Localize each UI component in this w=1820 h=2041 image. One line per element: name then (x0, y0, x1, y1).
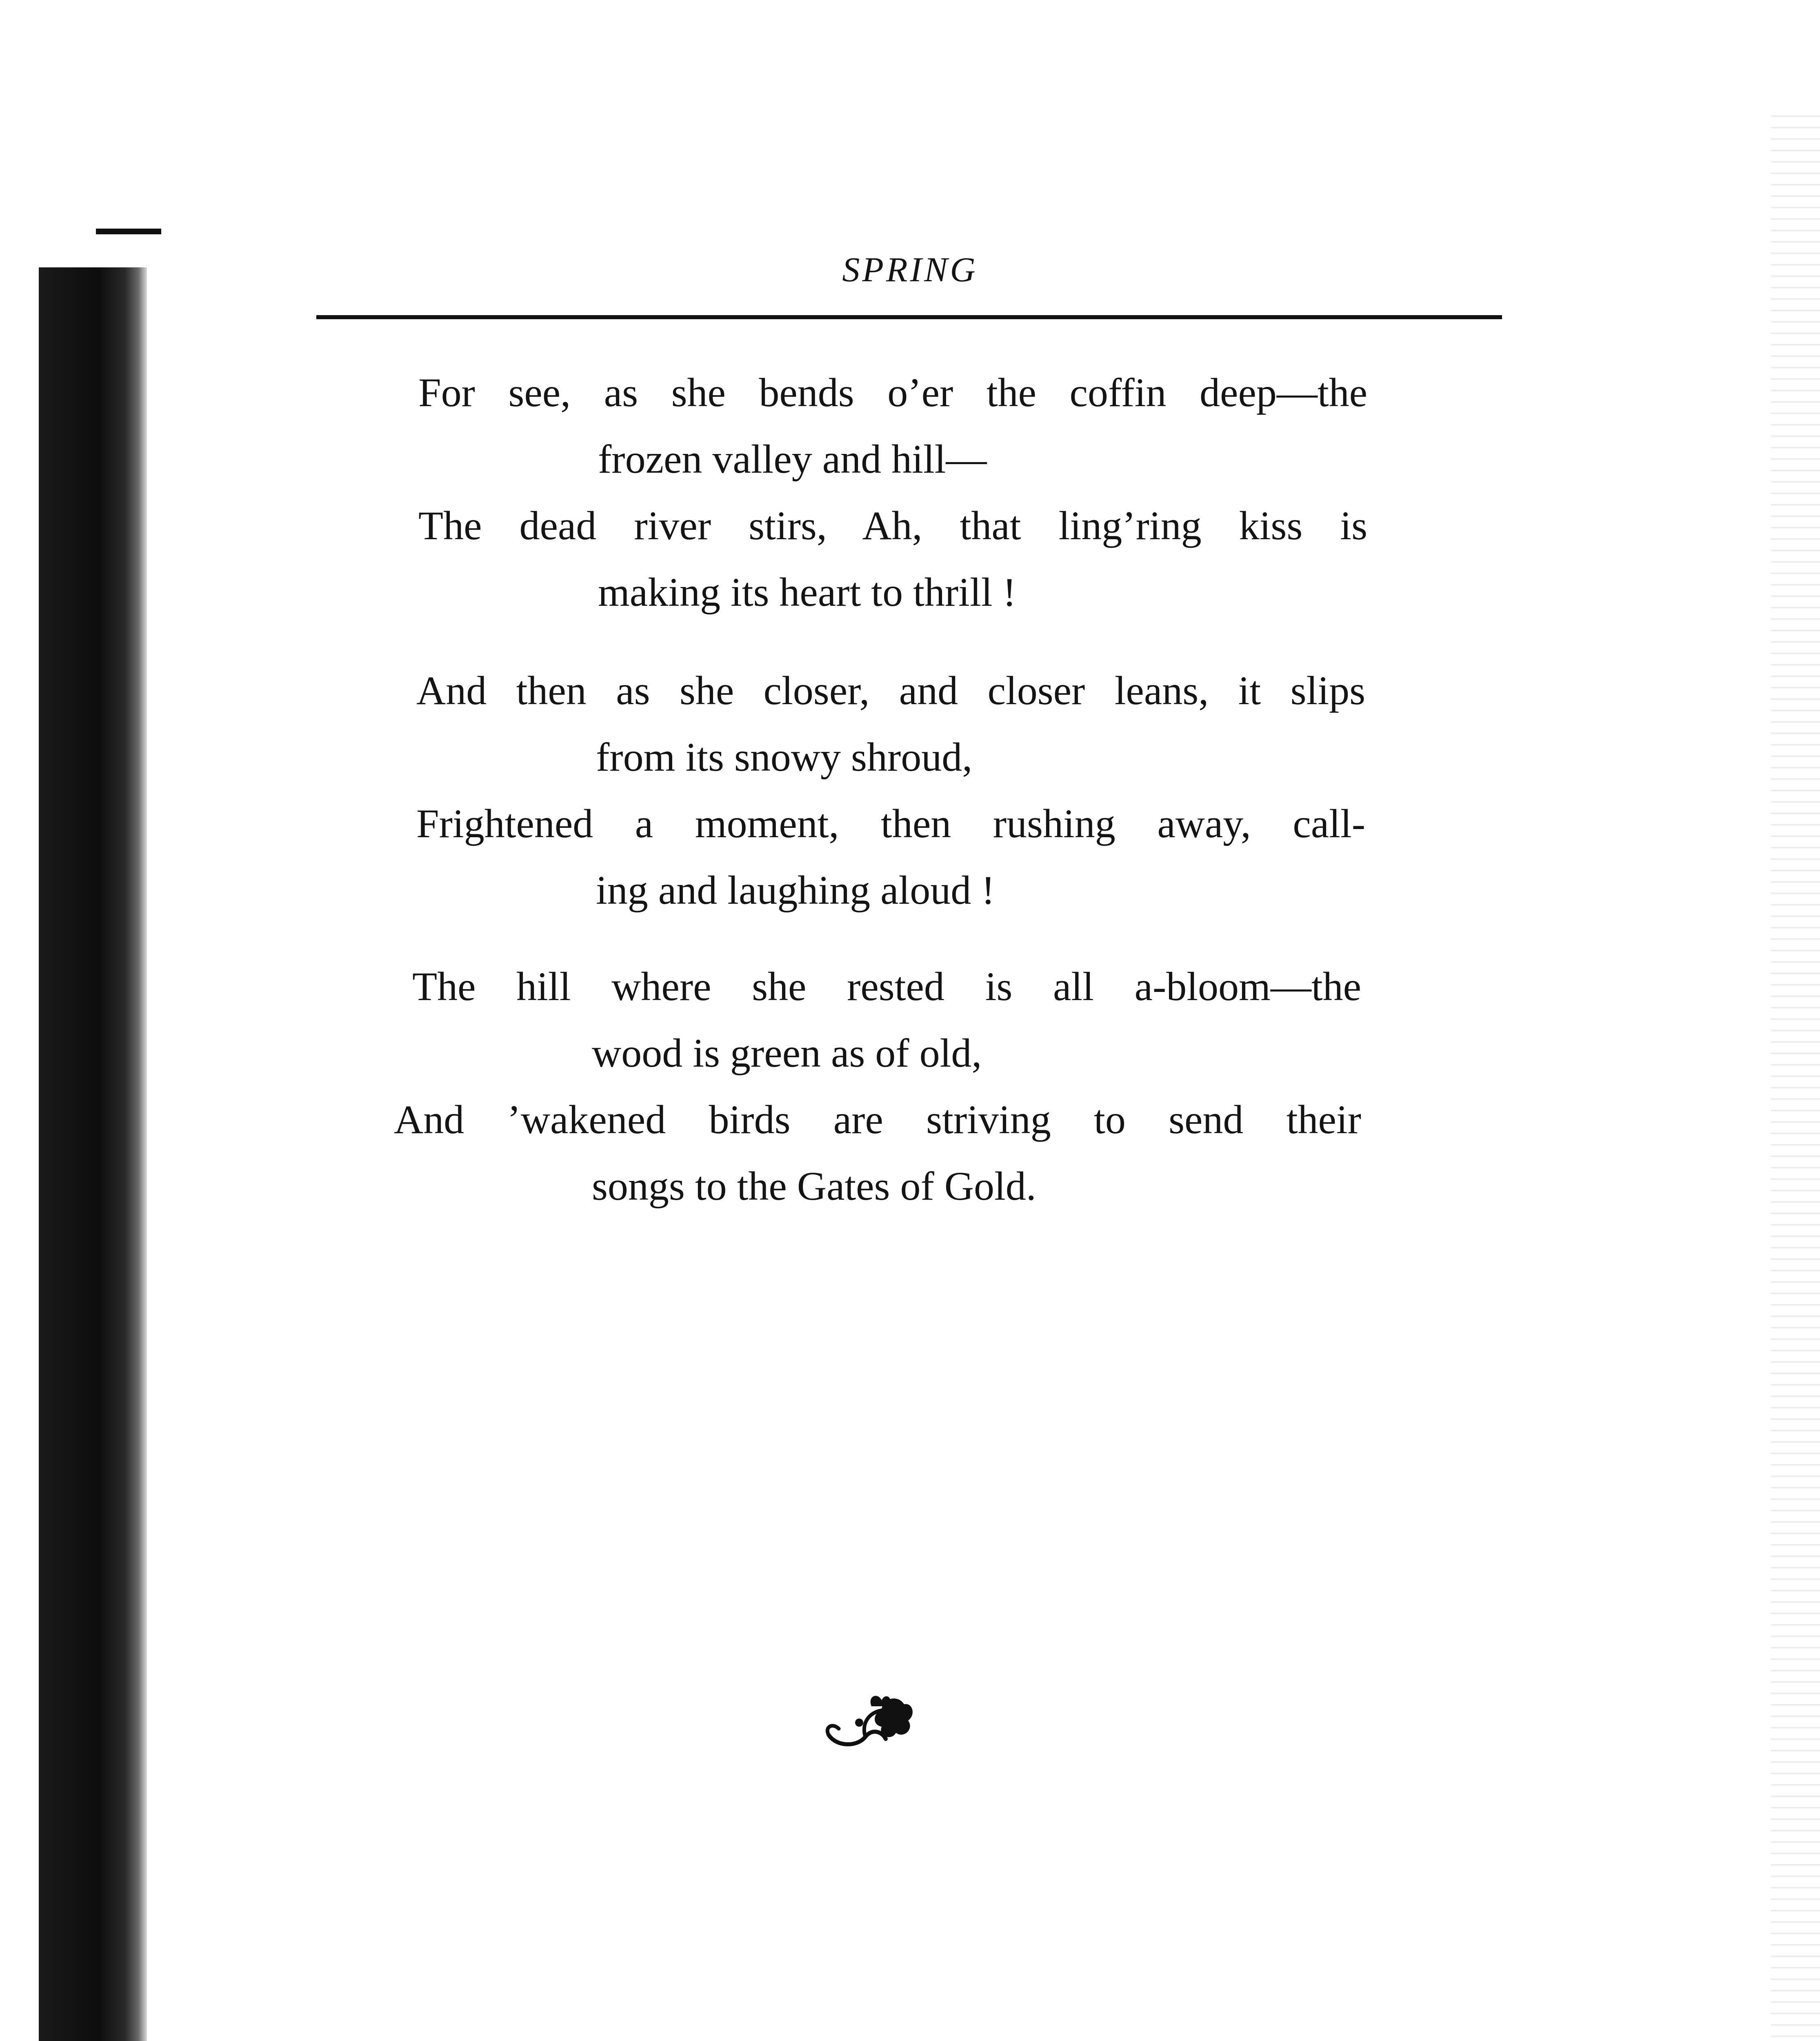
stanza (416, 657, 1365, 923)
stanza (418, 359, 1367, 625)
running-head: SPRING (842, 250, 978, 289)
poem-line: And ’wakened birds are striving to send their (394, 1097, 1361, 1142)
poem-line-continuation: making its heart to thrill ! (598, 569, 1016, 615)
poem-line-continuation: songs to the Gates of Gold. (592, 1163, 1036, 1209)
poem-line-continuation: from its snowy shroud, (596, 734, 973, 780)
poem-line: The hill where she rested is all a-bloom—the (412, 964, 1361, 1009)
poem-line: Frightened a moment, then rushing away, call- (416, 801, 1365, 846)
scan-mark (96, 229, 161, 234)
poem-line-continuation: ing and laughing aloud ! (596, 867, 995, 913)
poem-line: The dead river stirs, Ah, that ling’ring kiss is (418, 503, 1367, 548)
page-edge-speckle (1771, 106, 1820, 2041)
stanza (394, 953, 1361, 1219)
poem-line: For see, as she bends o’er the coffin deep—the (418, 370, 1367, 415)
book-spine-shadow (39, 267, 147, 2041)
poem-line-continuation: wood is green as of old, (592, 1030, 982, 1076)
poem-line-continuation: frozen valley and hill— (598, 436, 987, 482)
header-rule (316, 315, 1502, 319)
poem-line: And then as she closer, and closer leans, it slips (416, 668, 1365, 713)
floral-vine-ornament-icon (820, 1690, 918, 1751)
